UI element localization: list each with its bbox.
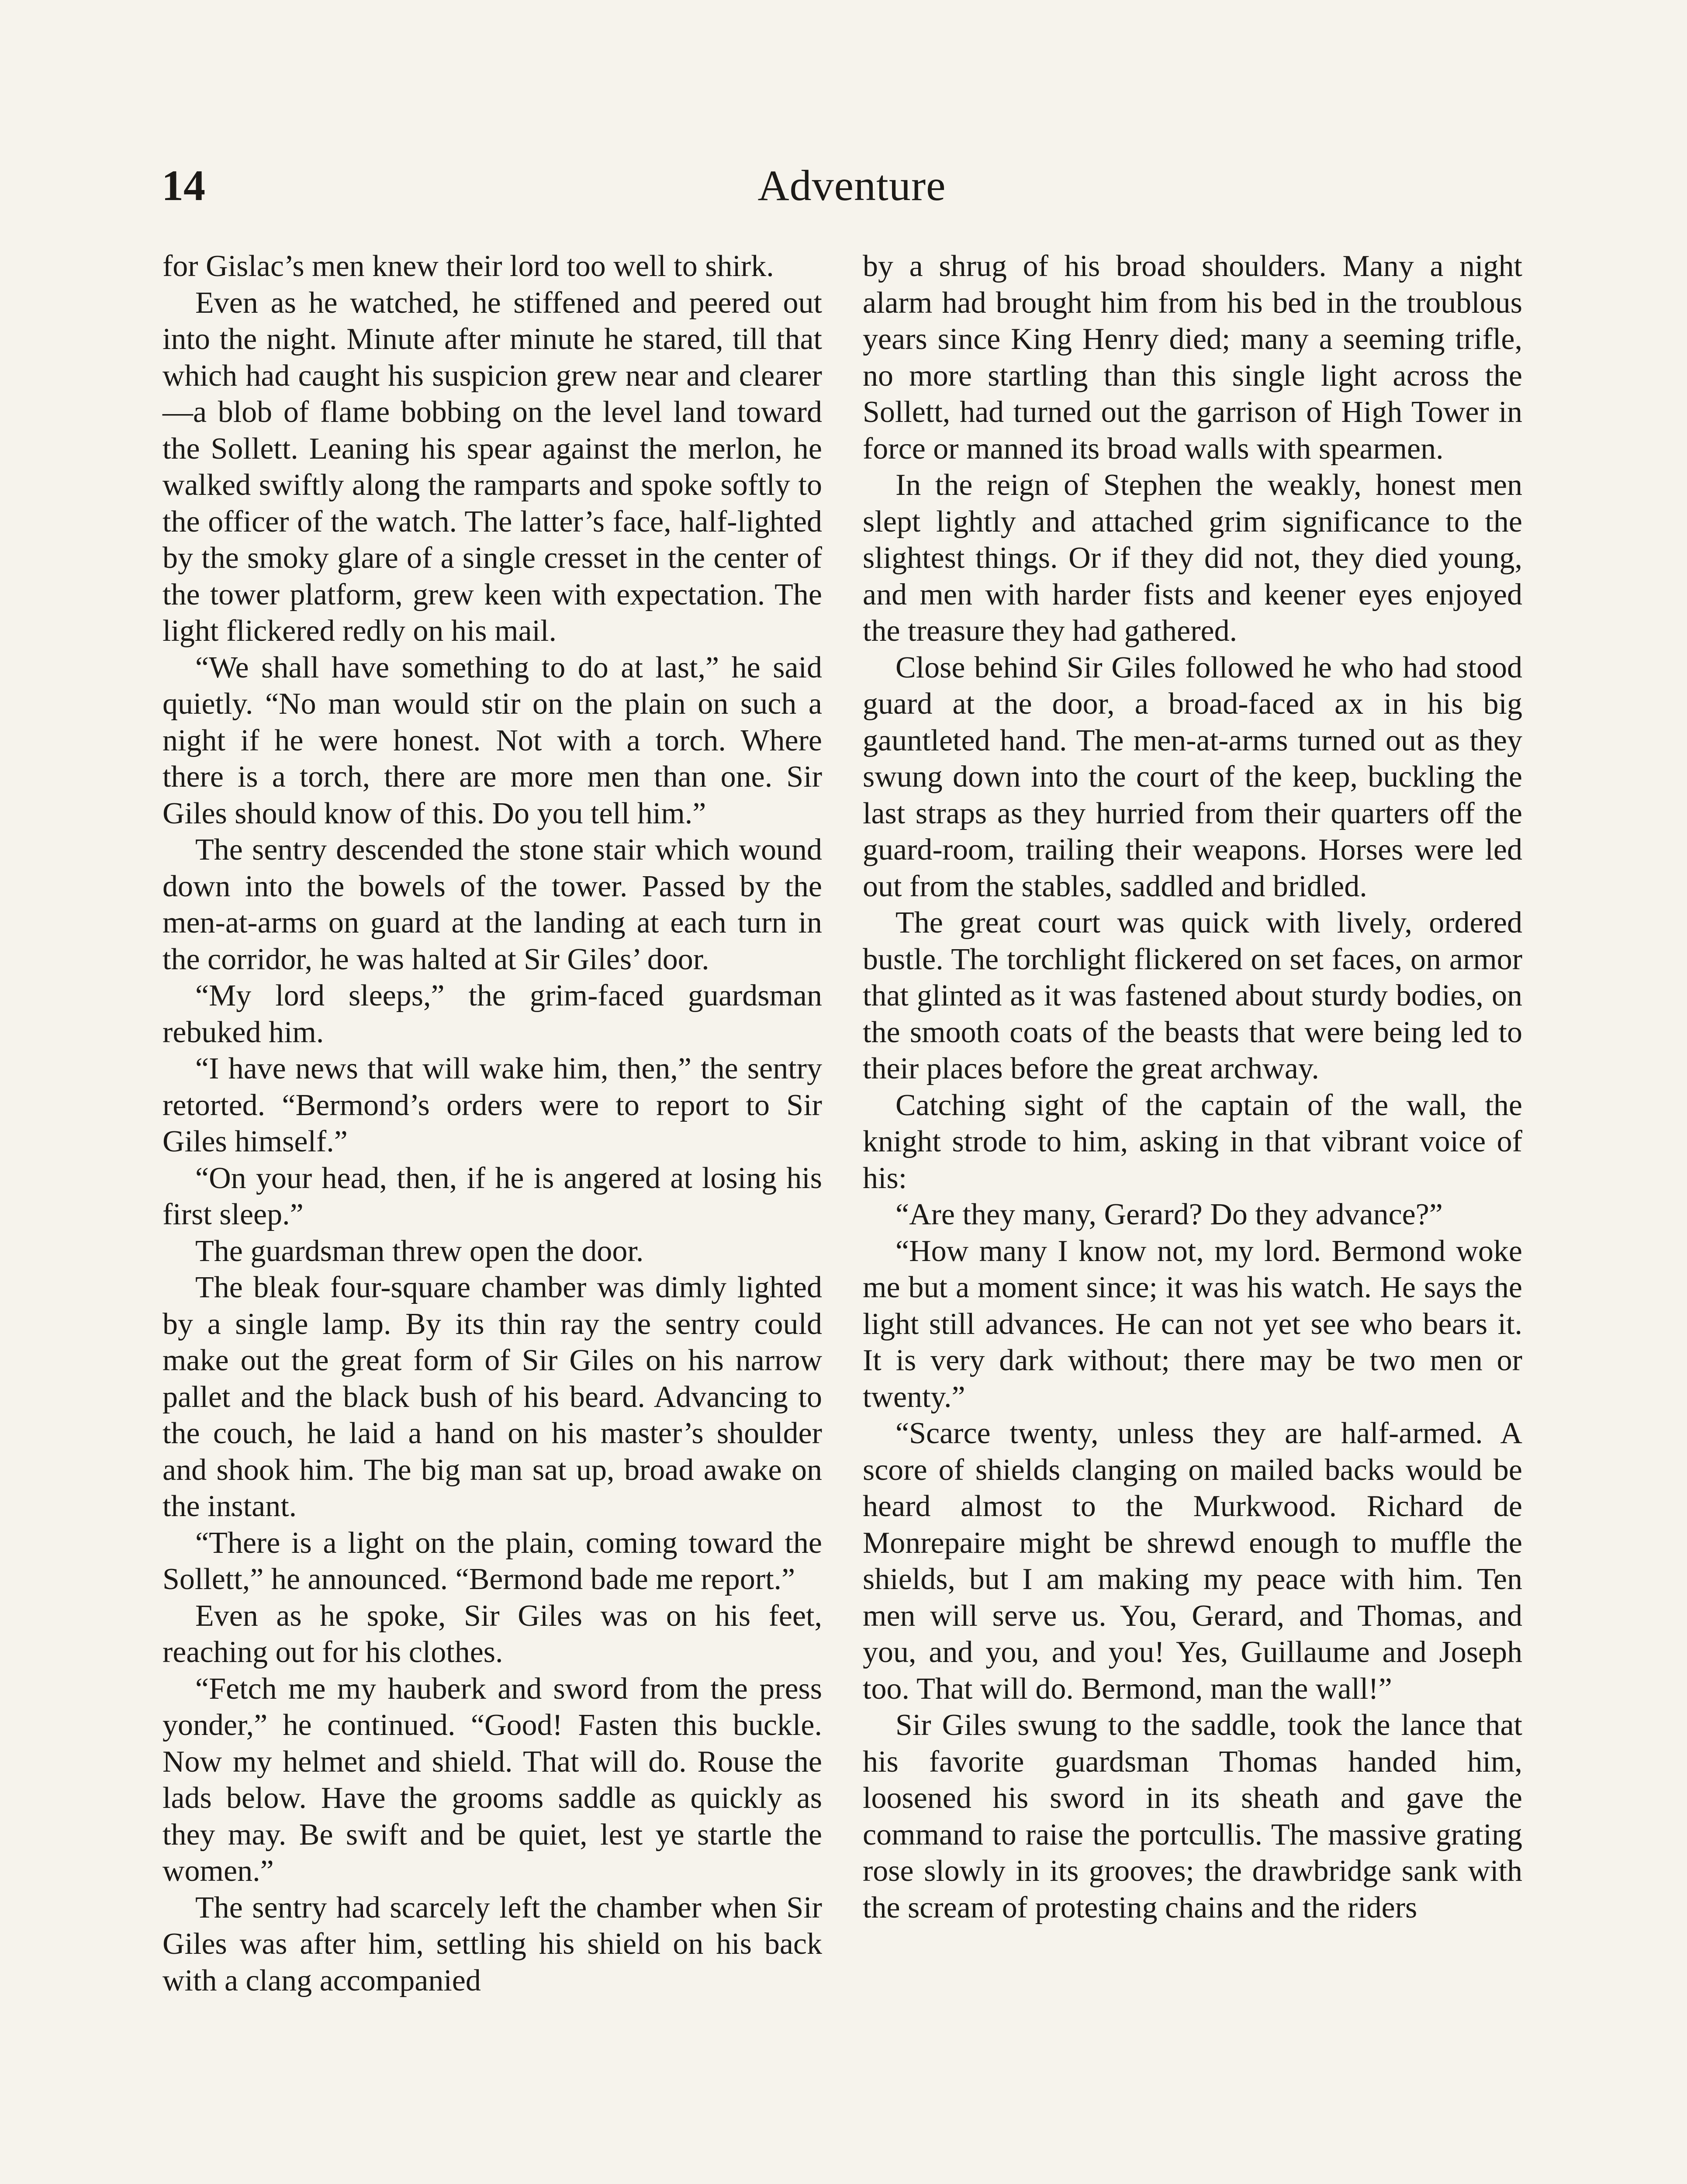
paragraph: The bleak four-square chamber was dimly lighted by a single lamp. By its thin ray the sentry could make out the great form of Sir Giles on his narrow pallet and the black bush of his beard. Advancing to the couch, he laid a hand on his master’s shoulder and shook him. The big man sat up, broad awake on the instant. — [162, 1271, 822, 1523]
paragraph: by a shrug of his broad shoulders. Many a night alarm had brought him from his bed in the troublous years since King Henry died; many a seeming trifle, no more startling than this single light across the Sollett, had turned out the garrison of High Tower in force or manned its broad walls with spearmen. — [863, 249, 1522, 466]
paragraph: “There is a light on the plain, coming toward the Sollett,” he announced. “Bermond bade me report.” — [162, 1526, 822, 1596]
paragraph: Catching sight of the captain of the wall, the knight strode to him, asking in that vibrant voice of his: — [863, 1088, 1522, 1195]
paragraph: “Fetch me my hauberk and sword from the press yonder,” he continued. “Good! Fasten this buckle. Now my helmet and shield. That will do. Rouse the lads below. Have the grooms saddle as quickly as they may. Be swift and be quiet, lest ye startle the women.” — [162, 1672, 822, 1888]
left-column — [162, 248, 822, 1999]
paragraph: The guardsman threw open the door. — [195, 1234, 644, 1268]
paragraph: “Scarce twenty, unless they are half-armed. A score of shields clanging on mailed backs would be heard almost to the Murkwood. Richard de Monrepaire might be shrewd enough to muffle the shields, but I am making my peace with him. Ten men will serve us. You, Gerard, and Thomas, and you, and you, and you! Yes, Guillaume and Joseph too. That will do. Bermond, man the wall!” — [863, 1417, 1522, 1706]
paragraph: The great court was quick with lively, ordered bustle. The torchlight flickered on set faces, on armor that glinted as it was fastened about sturdy bodies, on the smooth coats of the beasts that were being led to their places before the great archway. — [863, 906, 1522, 1085]
paragraph: Sir Giles swung to the saddle, took the lance that his favorite guardsman Thomas handed him, loosened his sword in its sheath and gave the command to raise the portcullis. The massive grating rose slowly in its grooves; the drawbridge sank with the scream of protesting chains and the riders — [863, 1708, 1522, 1925]
page-number: 14 — [162, 161, 205, 210]
magazine-title: Adventure — [757, 161, 946, 210]
paragraph: The sentry had scarcely left the chamber when Sir Giles was after him, settling his shield on his back with a clang accompanied — [162, 1890, 822, 1997]
paragraph: Even as he spoke, Sir Giles was on his feet, reaching out for his clothes. — [162, 1599, 822, 1669]
paragraph: “I have news that will wake him, then,” the sentry retorted. “Bermond’s orders were to report to Sir Giles himself.” — [162, 1052, 822, 1158]
right-column — [863, 248, 1522, 1926]
paragraph: In the reign of Stephen the weakly, honest men slept lightly and attached grim significance to the slightest things. Or if they did not, they died young, and men with harder fists and keener eyes enjoyed the treasure they had gathered. — [863, 468, 1522, 648]
paragraph: “We shall have something to do at last,” he said quietly. “No man would stir on the plain on such a night if he were honest. Not with a torch. Where there is a torch, there are more men than one. Sir Giles should know of this. Do you tell him.” — [162, 650, 822, 830]
paragraph: “Are they many, Gerard? Do they advance?” — [895, 1198, 1443, 1231]
paragraph: “My lord sleeps,” the grim-faced guardsman rebuked him. — [162, 979, 822, 1049]
paragraph: for Gislac’s men knew their lord too well to shirk. — [162, 249, 774, 283]
paragraph: Even as he watched, he stiffened and peered out into the night. Minute after minute he stared, till that which had caught his suspicion grew near and clearer—a blob of flame bobbing on the level land toward the Sollett. Leaning his spear against the merlon, he walked swiftly along the ramparts and spoke softly to the officer of the watch. The latter’s face, half-lighted by the smoky glare of a single cresset in the center of the tower platform, grew keen with expectation. The light flickered redly on his mail. — [162, 286, 822, 648]
paragraph: The sentry descended the stone stair which wound down into the bowels of the tower. Passed by the men-at-arms on guard at the landing at each turn in the corridor, he was halted at Sir Giles’ door. — [162, 833, 822, 976]
paragraph: “How many I know not, my lord. Bermond woke me but a moment since; it was his watch. He says the light still advances. He can not yet see who bears it. It is very dark without; there may be two men or twenty.” — [863, 1234, 1522, 1414]
paragraph: “On your head, then, if he is angered at losing his first sleep.” — [162, 1161, 822, 1231]
page-header — [162, 153, 1542, 218]
paragraph: Close behind Sir Giles followed he who had stood guard at the door, a broad-faced ax in his big gauntleted hand. The men-at-arms turned out as they swung down into the court of the keep, buckling the last straps as they hurried from their quarters off the guard-room, trailing their weapons. Horses were led out from the stables, saddled and bridled. — [863, 650, 1522, 903]
